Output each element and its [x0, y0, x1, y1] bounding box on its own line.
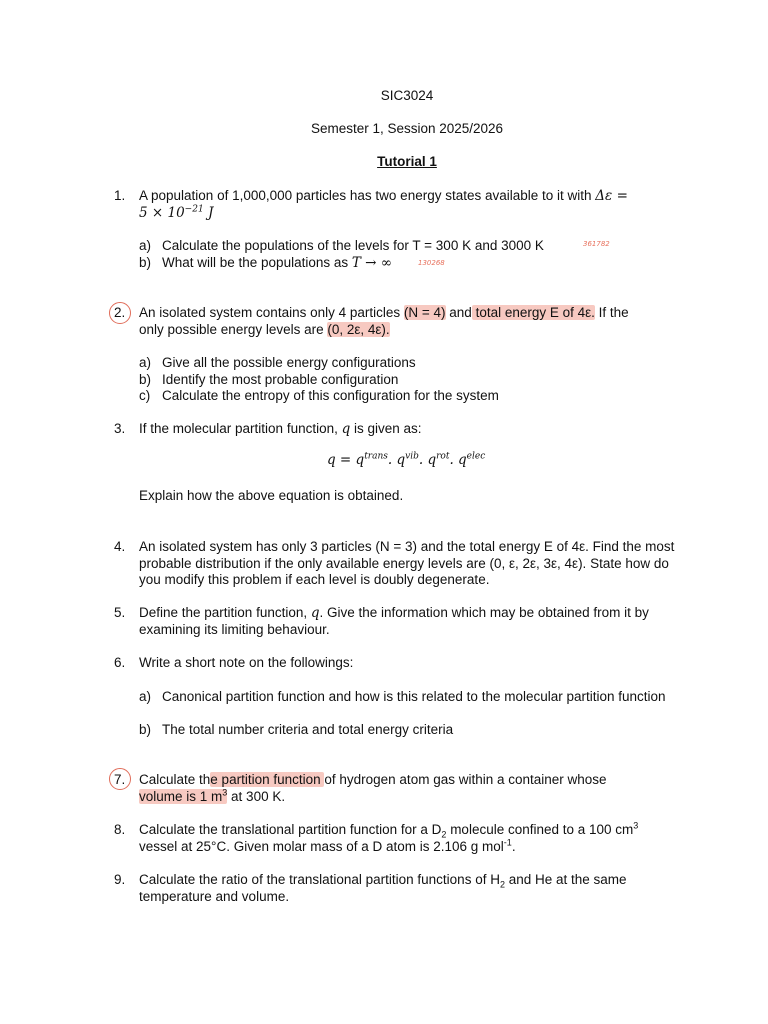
q1b-label: b) — [139, 255, 152, 270]
q2c-label: c) — [139, 388, 151, 403]
eq-q: q = q — [327, 452, 365, 468]
q3-explain: Explain how the above equation is obtained. — [139, 488, 404, 503]
q5-text — [139, 605, 684, 638]
q5-q: q — [310, 605, 320, 621]
q8-t1: Calculate the translational partition function for a D — [139, 822, 442, 837]
q2-highlight-n: (N = 4) — [403, 305, 446, 320]
q8-number: 8. — [114, 822, 126, 837]
q8-t3: vessel at 25°C. Given molar mass of a D atom is 2.106 g mol — [139, 838, 504, 854]
q1-delta: Δε = — [595, 188, 628, 204]
q7-highlight-volume — [139, 789, 227, 804]
q2b-label: b) — [139, 372, 152, 387]
q5-t2: . Give the information which may be obtained from it by examining its limiting behaviour. — [139, 605, 649, 637]
handwritten-note-a: 361782 — [583, 240, 610, 248]
q1-line2: 5 × 10 — [139, 204, 185, 221]
eq-vib: vib — [405, 451, 419, 462]
q7-number: 7. — [114, 772, 126, 787]
q2-number: 2. — [114, 305, 126, 320]
q2b-text: Identify the most probable configuration — [162, 372, 399, 387]
q3-t1: If the molecular partition function, — [139, 421, 342, 436]
q1-unit: J — [203, 204, 214, 221]
q4-number: 4. — [114, 539, 126, 554]
session-line: Semester 1, Session 2025/2026 — [310, 121, 504, 136]
q3-text — [139, 421, 684, 438]
q7-text — [139, 772, 684, 805]
q3-q: q — [341, 421, 351, 437]
q8-sub1: 2 — [441, 829, 447, 840]
q9-number: 9. — [114, 872, 126, 887]
q6a-text: Canonical partition function and how is this related to the molecular partition function — [162, 689, 666, 704]
q7-h2: volume is 1 m — [139, 788, 223, 804]
q9-sub1: 2 — [499, 879, 505, 890]
q1a-body: Calculate the populations of the levels for T = 300 K and 3000 K — [162, 238, 544, 253]
eq-q4: . q — [449, 452, 467, 468]
q8-text — [139, 822, 684, 855]
q5-number: 5. — [114, 605, 126, 620]
q3-equation — [327, 452, 485, 468]
q7-highlight-partition: e partition function — [210, 772, 325, 787]
q1-number: 1. — [114, 188, 126, 203]
handwritten-note-b: 130268 — [418, 259, 445, 267]
eq-trans: trans — [364, 451, 388, 462]
q2-highlight-energy: total energy E of 4ε. — [471, 305, 595, 320]
q1b-math: T → ∞ — [351, 255, 393, 271]
q8-sup2: -1 — [503, 837, 512, 847]
q9-t3: temperature and volume. — [139, 888, 290, 904]
q2a-label: a) — [139, 355, 152, 370]
q6-number: 6. — [114, 655, 126, 670]
q9-t1: Calculate the ratio of the translational partition functions of H — [139, 872, 500, 887]
q9-t2: and He at the same — [504, 872, 627, 887]
course-code: SIC3024 — [380, 88, 434, 103]
q7-t3: at 300 K. — [227, 788, 286, 804]
q2-t2: and — [445, 305, 472, 320]
q2c-text: Calculate the entropy of this configuration for the system — [162, 388, 499, 403]
q7-sup: 3 — [222, 787, 228, 797]
q3-number: 3. — [114, 421, 126, 436]
q1b-body: What will be the populations as — [162, 255, 352, 270]
q6b-text: The total number criteria and total energy criteria — [162, 722, 454, 737]
eq-elec: elec — [466, 451, 486, 462]
eq-q3: . q — [418, 452, 437, 468]
q1-text — [139, 188, 684, 221]
eq-rot: rot — [436, 451, 450, 462]
q6a-label: a) — [139, 689, 152, 704]
q1-exp: −21 — [184, 204, 204, 214]
q4-text: An isolated system has only 3 particles (N = 3) and the total energy E of 4ε. Find the most probable distribution if the only available energy levels are (0, ε, 2ε, 3ε, 4ε). State how do you modify this problem if each level is doubly degenerate. — [139, 539, 675, 587]
q2-text — [139, 305, 684, 338]
eq-q2: . q — [387, 452, 406, 468]
q2-t4: only possible energy levels are — [139, 321, 328, 337]
q3-t2: is given as: — [350, 421, 422, 436]
q1a-label: a) — [139, 238, 152, 253]
q8-t2: molecule confined to a 100 cm — [446, 822, 634, 837]
q8-t4: . — [511, 838, 516, 854]
q6-text: Write a short note on the followings: — [139, 655, 354, 670]
q1-line1: A population of 1,000,000 particles has two energy states available to it with — [139, 188, 596, 203]
q2-t1: An isolated system contains only 4 particles — [139, 305, 404, 320]
q7-t2: of hydrogen atom gas within a container whose — [324, 772, 607, 787]
q2-highlight-levels: (0, 2ε, 4ε). — [327, 321, 390, 337]
tutorial-title: Tutorial 1 — [377, 154, 437, 169]
q2a-text: Give all the possible energy configurations — [162, 355, 416, 370]
q5-t1: Define the partition function, — [139, 605, 311, 620]
q9-text — [139, 872, 684, 905]
q8-sup1: 3 — [633, 820, 639, 831]
q6b-label: b) — [139, 722, 152, 737]
q2-t3: If the — [594, 305, 629, 320]
q7-t1: Calculate th — [139, 772, 211, 787]
page-title — [0, 154, 768, 169]
